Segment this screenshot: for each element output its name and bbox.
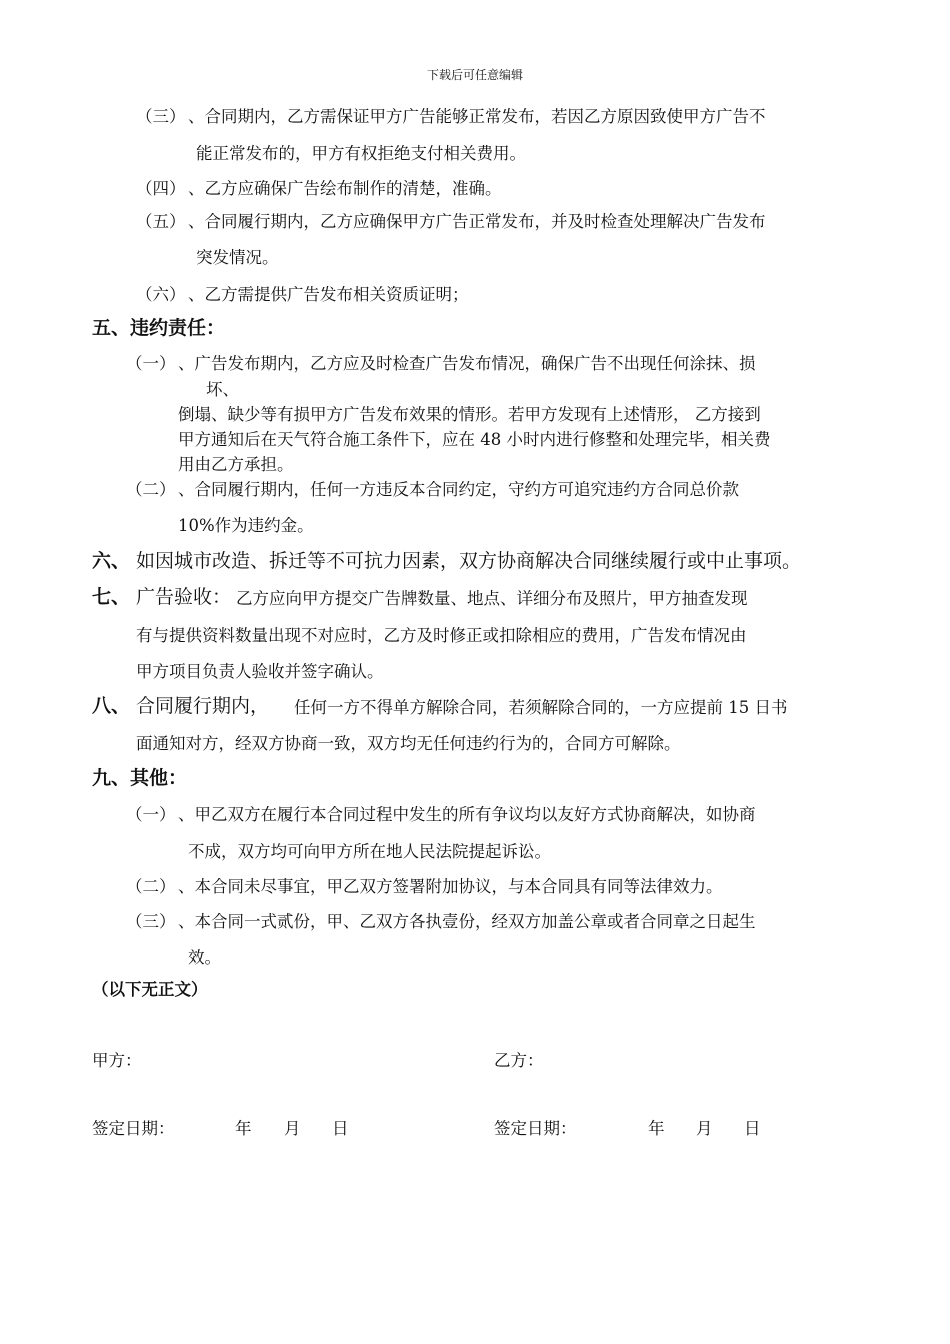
item-prefix: （一）: [126, 354, 176, 373]
paragraph-line: 突发情况。: [196, 248, 279, 267]
paragraph-line: 、本合同未尽事宜，甲乙双方签署附加协议，与本合同具有同等法律效力。: [178, 877, 723, 896]
item-prefix: （二）: [126, 877, 176, 896]
section-number: 六、: [92, 550, 131, 572]
month-label-b: 月: [696, 1119, 713, 1138]
paragraph-line: 、本合同一式贰份，甲、乙双方各执壹份，经双方加盖公章或者合同章之日起生: [178, 912, 756, 931]
item-prefix: （一）: [126, 805, 176, 824]
item-prefix: （二）: [126, 480, 176, 499]
section-head-text: 广告验收：: [136, 586, 232, 608]
paragraph-line: 用由乙方承担。: [178, 455, 294, 474]
paragraph-line: 有与提供资料数量出现不对应时，乙方及时修正或扣除相应的费用，广告发布情况由: [136, 626, 747, 645]
paragraph-line: 、乙方应确保广告绘布制作的清楚，准确。: [188, 179, 502, 198]
item-prefix: （四）: [136, 179, 186, 198]
paragraph-line: 如因城市改造、拆迁等不可抗力因素，双方协商解决合同继续履行或中止事项。: [136, 550, 802, 572]
section-heading: 九、其他：: [92, 767, 188, 789]
paragraph-line: 、乙方需提供广告发布相关资质证明；: [188, 285, 469, 304]
paragraph-line: 坏、: [206, 380, 239, 399]
section-heading: 五、违约责任：: [92, 317, 226, 339]
day-label-b: 日: [744, 1119, 761, 1138]
year-label-b: 年: [648, 1119, 665, 1138]
paragraph-line: 、甲乙双方在履行本合同过程中发生的所有争议均以友好方式协商解决，如协商: [178, 805, 756, 824]
paragraph-line: 、广告发布期内，乙方应及时检查广告发布情况，确保广告不出现任何涂抹、损: [178, 354, 756, 373]
sign-date-label-b: 签定日期：: [494, 1119, 577, 1138]
paragraph-line: 10%作为违约金。: [178, 516, 314, 535]
paragraph-line: 倒塌、缺少等有损甲方广告发布效果的情形。若甲方发现有上述情形， 乙方接到: [178, 405, 761, 424]
item-prefix: （五）: [136, 212, 186, 231]
paragraph-line: 效。: [188, 948, 221, 967]
party-b-label: 乙方：: [494, 1051, 544, 1070]
item-prefix: （三）: [126, 912, 176, 931]
paragraph-line: 任何一方不得单方解除合同，若须解除合同的，一方应提前 15 日书: [294, 698, 788, 717]
item-prefix: （六）: [136, 285, 186, 304]
sign-date-label-a: 签定日期：: [92, 1119, 175, 1138]
header-note: 下载后可任意编辑: [426, 68, 523, 82]
paragraph-line: 甲方项目负责人验收并签字确认。: [136, 662, 384, 681]
party-a-label: 甲方：: [92, 1051, 142, 1070]
paragraph-line: 、合同期内，乙方需保证甲方广告能够正常发布，若因乙方原因致使甲方广告不: [188, 107, 766, 126]
paragraph-line: 、合同履行期内，任何一方违反本合同约定，守约方可追究违约方合同总价款: [178, 480, 739, 499]
end-note: （以下无正文）: [92, 980, 208, 999]
paragraph-line: 不成，双方均可向甲方所在地人民法院提起诉讼。: [188, 842, 551, 861]
section-number: 七、: [92, 586, 131, 608]
paragraph-line: 乙方应向甲方提交广告牌数量、地点、详细分布及照片，甲方抽查发现: [236, 589, 748, 608]
paragraph-line: 面通知对方，经双方协商一致，双方均无任何违约行为的，合同方可解除。: [136, 734, 681, 753]
paragraph-line: 甲方通知后在天气符合施工条件下，应在 48 小时内进行修整和处理完毕，相关费: [178, 430, 771, 449]
day-label-a: 日: [332, 1119, 349, 1138]
section-head-text: 合同履行期内，: [136, 695, 270, 717]
item-prefix: （三）: [136, 107, 186, 126]
section-number: 八、: [92, 695, 131, 717]
year-label-a: 年: [235, 1119, 252, 1138]
paragraph-line: 能正常发布的，甲方有权拒绝支付相关费用。: [196, 144, 526, 163]
month-label-a: 月: [284, 1119, 301, 1138]
paragraph-line: 、合同履行期内，乙方应确保甲方广告正常发布，并及时检查处理解决广告发布: [188, 212, 766, 231]
